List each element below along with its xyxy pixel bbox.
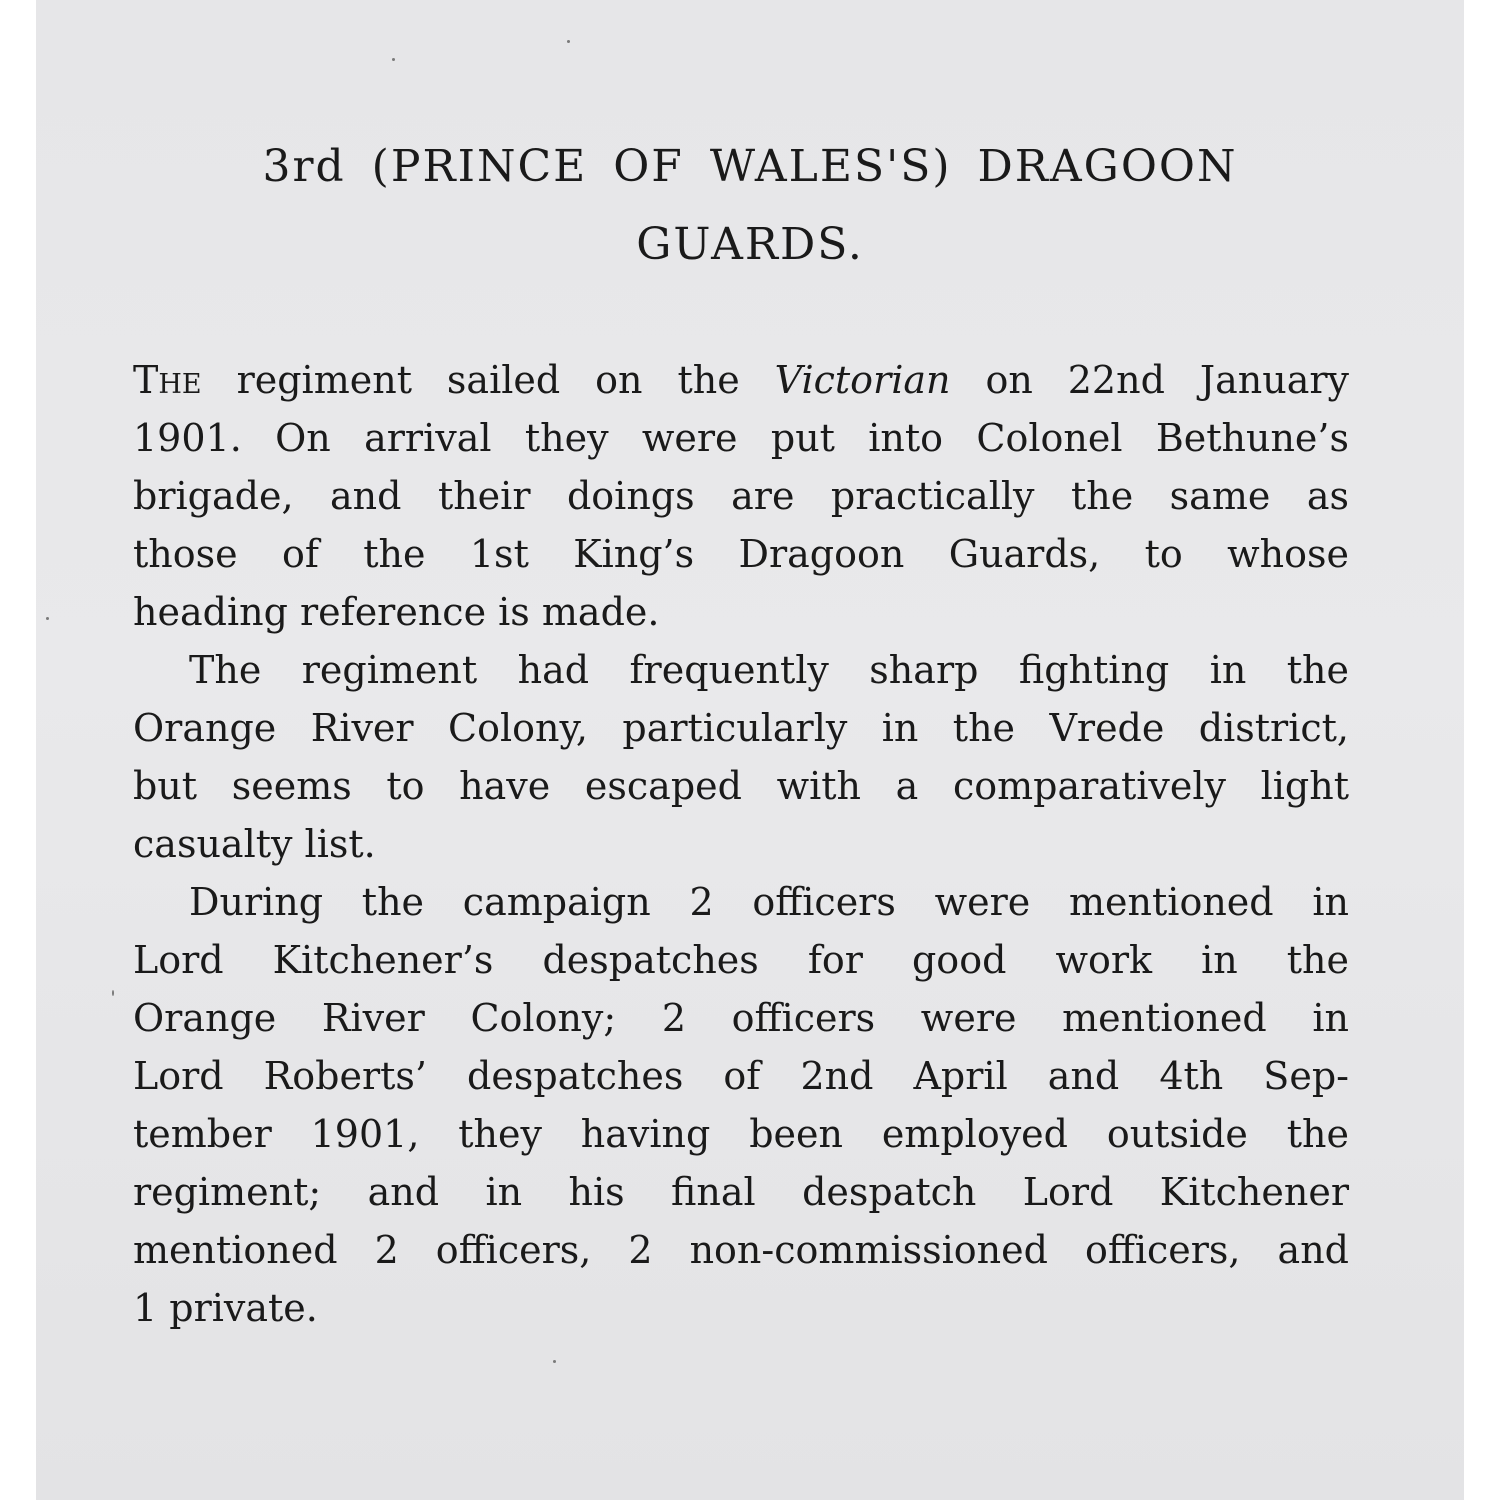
text-run: on 22nd January — [950, 358, 1349, 402]
text-line: regiment; and in his final despatch Lord Kitchener — [133, 1170, 1349, 1214]
text-line: Lord Roberts’ despatches of 2nd April and 4th Sep- — [133, 1054, 1349, 1098]
text-line: casualty list. — [133, 822, 376, 866]
paper-speck — [553, 1360, 556, 1363]
text-line: During the campaign 2 officers were mentioned in — [189, 880, 1349, 924]
heading-line-1: 3rd (PRINCE OF WALES'S) DRAGOON — [262, 141, 1238, 192]
ship-name: Victorian — [774, 358, 951, 402]
text-line: those of the 1st King’s Dragoon Guards, to whose — [133, 532, 1349, 576]
drop-lead-word: The — [133, 358, 202, 402]
heading-line-2: GUARDS. — [636, 219, 864, 270]
page-heading — [0, 128, 1500, 284]
text-line: brigade, and their doings are practically the same as — [133, 474, 1349, 518]
paper-speck — [567, 40, 570, 43]
text-run: regiment sailed on the — [201, 358, 775, 402]
text-line — [133, 351, 1349, 409]
text-line: The regiment had frequently sharp fighting in the — [189, 648, 1349, 692]
text-line: 1 private. — [133, 1286, 318, 1330]
text-line: Orange River Colony; 2 officers were mentioned in — [133, 996, 1349, 1040]
paper-speck — [112, 990, 114, 996]
text-line: Lord Kitchener’s despatches for good work in the — [133, 938, 1349, 982]
text-line: but seems to have escaped with a comparatively light — [133, 764, 1349, 808]
body-text — [133, 351, 1349, 1337]
paragraph-2 — [133, 641, 1349, 873]
text-line: 1901. On arrival they were put into Colonel Bethune’s — [133, 416, 1349, 460]
text-line: heading reference is made. — [133, 590, 660, 634]
text-line: mentioned 2 officers, 2 non-commissioned officers, and — [133, 1228, 1349, 1272]
paper-speck — [46, 617, 49, 620]
paragraph-1 — [133, 351, 1349, 641]
paper-speck — [392, 58, 395, 61]
text-line: Orange River Colony, particularly in the Vrede district, — [133, 706, 1349, 750]
text-line: tember 1901, they having been employed outside the — [133, 1112, 1349, 1156]
paragraph-3 — [133, 873, 1349, 1337]
